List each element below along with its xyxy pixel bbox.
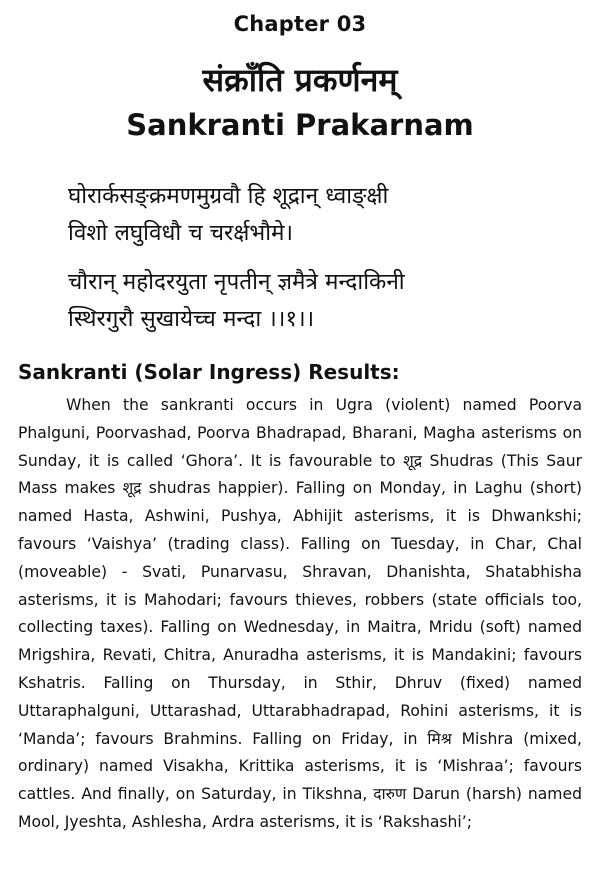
title-english: Sankranti Prakarnam — [126, 108, 474, 142]
chapter-label: Chapter 03 — [233, 12, 367, 36]
title-sanskrit: संक्राँति प्रकर्णनम् — [202, 61, 398, 99]
verse-line-2: विशो लघुविधौ च चरर्क्षभौमे। — [68, 220, 294, 246]
verse-line-1: घोरार्कसङ्क्रमणमुग्रवौ हि शूद्रान् ध्वाङ्क्षी — [68, 183, 389, 209]
verse-line-3: चौरान् महोदरयुता नृपतीन् ज्ञमैत्रे मन्दाकिनी — [68, 269, 405, 295]
verse-line-4: स्थिरगुरौ सुखायेच्च मन्दा ।।१।। — [68, 306, 315, 332]
section-heading: Sankranti (Solar Ingress) Results: — [18, 360, 400, 384]
body-paragraph: When the sankranti occurs in Ugra (violent) named Poorva Phalguni, Poorvashad, Poorva Bhadrapad, Bharani, Magha asterisms on Sunday, it is called ‘Ghora’. It is favourable to शूद्र Shudras (This Saur Mass makes शूद्र shudras happier). Falling on Monday, in Laghu (short) named Hasta, Ashwini, Pushya, Abhijit asterisms, it is Dhwankshi; favours ‘Vaishya’ (trading class). Falling on Tuesday, in Char, Chal (moveable) - Svati, Punarvasu, Shravan, Dhanishta, Shatabhisha asterisms, it is Mahodari; favours thieves, robbers (state officials too, collecting taxes). Falling on Wednesday, in Maitra, Mridu (soft) named Mrigshira, Revati, Chitra, Anuradha asterisms, it is Mandakini; favours Kshatris. Falling on Thursday, in Sthir, Dhruv (fixed) named Uttaraphalguni, Uttarashad, Uttarabhadrapad, Rohini asterisms, it is ‘Manda’; favours Brahmins. Falling on Friday, in मिश्र Mishra (mixed, ordinary) named Visakha, Krittika asterisms, it is ‘Mishraa’; favours cattles. And finally, on Saturday, in Tikshna, दारुण Darun (harsh) named Mool, Jyeshta, Ashlesha, Ardra asterisms, it is ‘Rakshashi’; — [18, 396, 582, 831]
